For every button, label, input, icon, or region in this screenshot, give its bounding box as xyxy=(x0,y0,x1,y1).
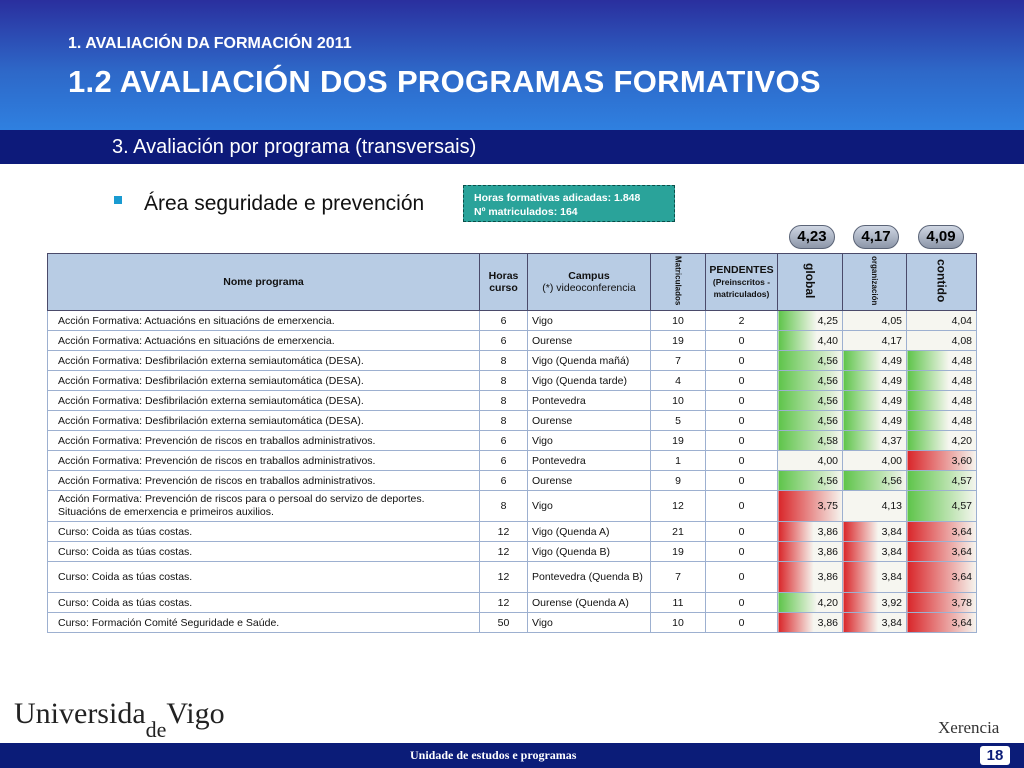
cell-nome: Curso: Coida as túas costas. xyxy=(48,562,480,593)
table-row xyxy=(48,411,977,431)
cell-matriculados: 4 xyxy=(651,371,706,391)
cell-nome: Acción Formativa: Prevención de riscos en traballos administrativos. xyxy=(48,431,480,451)
table-row xyxy=(48,351,977,371)
evaluation-table xyxy=(47,253,977,633)
cell-global: 4,56 xyxy=(778,351,843,371)
cell-global: 4,56 xyxy=(778,371,843,391)
header-organizacion: organización xyxy=(843,254,907,311)
table-row xyxy=(48,371,977,391)
cell-matriculados: 10 xyxy=(651,391,706,411)
table-row xyxy=(48,593,977,613)
cell-nome: Acción Formativa: Desfibrilación externa semiautomática (DESA). xyxy=(48,351,480,371)
cell-nome: Acción Formativa: Actuacións en situacións de emerxencia. xyxy=(48,331,480,351)
cell-contido: 4,48 xyxy=(907,411,977,431)
cell-pendentes: 0 xyxy=(706,431,778,451)
cell-campus: Ourense xyxy=(528,331,651,351)
summary-enrolled: Nº matriculados: 164 xyxy=(474,206,578,218)
cell-organizacion: 4,05 xyxy=(843,311,907,331)
cell-contido: 4,48 xyxy=(907,351,977,371)
cell-horas: 8 xyxy=(480,371,528,391)
cell-horas: 6 xyxy=(480,431,528,451)
table-row xyxy=(48,431,977,451)
cell-matriculados: 9 xyxy=(651,471,706,491)
table-row xyxy=(48,471,977,491)
cell-nome: Acción Formativa: Prevención de riscos en traballos administrativos. xyxy=(48,451,480,471)
cell-contido: 3,60 xyxy=(907,451,977,471)
cell-campus: Ourense xyxy=(528,411,651,431)
cell-matriculados: 5 xyxy=(651,411,706,431)
area-heading: Área seguridade e prevención xyxy=(144,192,425,215)
cell-matriculados: 12 xyxy=(651,491,706,522)
cell-global: 3,86 xyxy=(778,522,843,542)
cell-organizacion: 4,00 xyxy=(843,451,907,471)
cell-matriculados: 7 xyxy=(651,562,706,593)
cell-horas: 8 xyxy=(480,351,528,371)
cell-pendentes: 0 xyxy=(706,471,778,491)
cell-matriculados: 7 xyxy=(651,351,706,371)
header-matriculados: Matriculados xyxy=(651,254,706,311)
table-row xyxy=(48,562,977,593)
average-organizacion-badge: 4,17 xyxy=(853,225,899,249)
cell-nome: Curso: Formación Comité Seguridade e Saúde. xyxy=(48,613,480,633)
cell-matriculados: 19 xyxy=(651,431,706,451)
cell-contido: 3,78 xyxy=(907,593,977,613)
cell-contido: 4,04 xyxy=(907,311,977,331)
cell-horas: 8 xyxy=(480,391,528,411)
table-row xyxy=(48,542,977,562)
cell-pendentes: 0 xyxy=(706,451,778,471)
header-global: global xyxy=(778,254,843,311)
header-horas: Horas curso xyxy=(480,254,528,311)
cell-global: 4,25 xyxy=(778,311,843,331)
page-number: 18 xyxy=(980,746,1010,765)
cell-organizacion: 3,84 xyxy=(843,562,907,593)
cell-campus: Ourense (Quenda A) xyxy=(528,593,651,613)
cell-pendentes: 0 xyxy=(706,522,778,542)
cell-horas: 6 xyxy=(480,471,528,491)
cell-campus: Vigo xyxy=(528,311,651,331)
cell-organizacion: 4,56 xyxy=(843,471,907,491)
cell-organizacion: 4,49 xyxy=(843,371,907,391)
cell-campus: Vigo (Quenda mañá) xyxy=(528,351,651,371)
cell-organizacion: 4,49 xyxy=(843,351,907,371)
header-pendentes: PENDENTES (Preinscritos - matriculados) xyxy=(706,254,778,311)
cell-global: 4,58 xyxy=(778,431,843,451)
cell-organizacion: 4,17 xyxy=(843,331,907,351)
cell-contido: 3,64 xyxy=(907,562,977,593)
cell-global: 4,56 xyxy=(778,471,843,491)
cell-contido: 3,64 xyxy=(907,522,977,542)
cell-pendentes: 0 xyxy=(706,331,778,351)
cell-pendentes: 0 xyxy=(706,593,778,613)
cell-pendentes: 0 xyxy=(706,351,778,371)
cell-organizacion: 4,13 xyxy=(843,491,907,522)
cell-horas: 8 xyxy=(480,411,528,431)
table-header-row xyxy=(48,254,977,311)
cell-nome: Curso: Coida as túas costas. xyxy=(48,542,480,562)
cell-campus: Pontevedra xyxy=(528,451,651,471)
cell-pendentes: 0 xyxy=(706,391,778,411)
cell-contido: 4,48 xyxy=(907,391,977,411)
cell-nome: Curso: Coida as túas costas. xyxy=(48,522,480,542)
header-campus: Campus (*) videoconferencia xyxy=(528,254,651,311)
cell-organizacion: 4,49 xyxy=(843,391,907,411)
cell-contido: 3,64 xyxy=(907,613,977,633)
cell-organizacion: 3,92 xyxy=(843,593,907,613)
page-title: 1.2 AVALIACIÓN DOS PROGRAMAS FORMATIVOS xyxy=(68,64,821,99)
cell-horas: 8 xyxy=(480,491,528,522)
cell-horas: 6 xyxy=(480,451,528,471)
table-row xyxy=(48,391,977,411)
cell-organizacion: 3,84 xyxy=(843,613,907,633)
cell-matriculados: 10 xyxy=(651,311,706,331)
cell-organizacion: 3,84 xyxy=(843,522,907,542)
cell-pendentes: 0 xyxy=(706,411,778,431)
summary-hours: Horas formativas adicadas: 1.848 xyxy=(474,192,641,204)
section-supertitle: 1. AVALIACIÓN DA FORMACIÓN 2011 xyxy=(68,35,352,52)
cell-organizacion: 4,37 xyxy=(843,431,907,451)
page-subtitle: 3. Avaliación por programa (transversais) xyxy=(112,136,477,158)
cell-horas: 12 xyxy=(480,562,528,593)
footer-unit: Unidade de estudos e programas xyxy=(410,748,577,762)
cell-global: 3,75 xyxy=(778,491,843,522)
cell-nome: Acción Formativa: Actuacións en situacións de emerxencia. xyxy=(48,311,480,331)
cell-global: 4,56 xyxy=(778,411,843,431)
cell-campus: Pontevedra (Quenda B) xyxy=(528,562,651,593)
cell-nome: Acción Formativa: Desfibrilación externa semiautomática (DESA). xyxy=(48,411,480,431)
cell-horas: 12 xyxy=(480,522,528,542)
cell-nome: Acción Formativa: Desfibrilación externa semiautomática (DESA). xyxy=(48,391,480,411)
cell-global: 3,86 xyxy=(778,613,843,633)
cell-campus: Vigo (Quenda B) xyxy=(528,542,651,562)
cell-pendentes: 2 xyxy=(706,311,778,331)
cell-campus: Vigo (Quenda A) xyxy=(528,522,651,542)
cell-global: 4,00 xyxy=(778,451,843,471)
cell-horas: 6 xyxy=(480,331,528,351)
summary-box xyxy=(463,185,675,222)
cell-nome: Acción Formativa: Prevención de riscos en traballos administrativos. xyxy=(48,471,480,491)
cell-matriculados: 11 xyxy=(651,593,706,613)
cell-nome: Curso: Coida as túas costas. xyxy=(48,593,480,613)
cell-campus: Vigo xyxy=(528,491,651,522)
cell-campus: Ourense xyxy=(528,471,651,491)
cell-global: 3,86 xyxy=(778,562,843,593)
cell-nome: Acción Formativa: Prevención de riscos para o persoal do servizo de deportes. Situacións de emerxencia e primeiros auxilios. xyxy=(48,491,480,522)
cell-horas: 12 xyxy=(480,542,528,562)
cell-pendentes: 0 xyxy=(706,491,778,522)
table-row xyxy=(48,331,977,351)
cell-horas: 50 xyxy=(480,613,528,633)
bullet-square-icon xyxy=(114,196,122,204)
cell-matriculados: 19 xyxy=(651,331,706,351)
cell-horas: 12 xyxy=(480,593,528,613)
header-contido: contido xyxy=(907,254,977,311)
cell-campus: Vigo xyxy=(528,431,651,451)
xerencia-logo: Xerencia xyxy=(938,718,1000,737)
cell-pendentes: 0 xyxy=(706,371,778,391)
header-nome: Nome programa xyxy=(48,254,480,311)
cell-campus: Vigo (Quenda tarde) xyxy=(528,371,651,391)
cell-campus: Vigo xyxy=(528,613,651,633)
cell-organizacion: 3,84 xyxy=(843,542,907,562)
cell-matriculados: 10 xyxy=(651,613,706,633)
cell-pendentes: 0 xyxy=(706,613,778,633)
cell-global: 4,20 xyxy=(778,593,843,613)
cell-contido: 4,48 xyxy=(907,371,977,391)
cell-matriculados: 19 xyxy=(651,542,706,562)
table-row xyxy=(48,613,977,633)
cell-contido: 4,57 xyxy=(907,491,977,522)
table-row xyxy=(48,522,977,542)
cell-global: 4,56 xyxy=(778,391,843,411)
cell-pendentes: 0 xyxy=(706,562,778,593)
cell-matriculados: 1 xyxy=(651,451,706,471)
cell-pendentes: 0 xyxy=(706,542,778,562)
cell-organizacion: 4,49 xyxy=(843,411,907,431)
table-row xyxy=(48,491,977,522)
table-row xyxy=(48,451,977,471)
cell-contido: 4,20 xyxy=(907,431,977,451)
university-logo: Universida$_{de}$Vigo xyxy=(14,697,225,742)
cell-horas: 6 xyxy=(480,311,528,331)
table-row xyxy=(48,311,977,331)
cell-global: 4,40 xyxy=(778,331,843,351)
cell-campus: Pontevedra xyxy=(528,391,651,411)
cell-contido: 4,57 xyxy=(907,471,977,491)
cell-contido: 4,08 xyxy=(907,331,977,351)
cell-global: 3,86 xyxy=(778,542,843,562)
average-global-badge: 4,23 xyxy=(789,225,835,249)
cell-nome: Acción Formativa: Desfibrilación externa semiautomática (DESA). xyxy=(48,371,480,391)
cell-contido: 3,64 xyxy=(907,542,977,562)
cell-matriculados: 21 xyxy=(651,522,706,542)
average-contido-badge: 4,09 xyxy=(918,225,964,249)
